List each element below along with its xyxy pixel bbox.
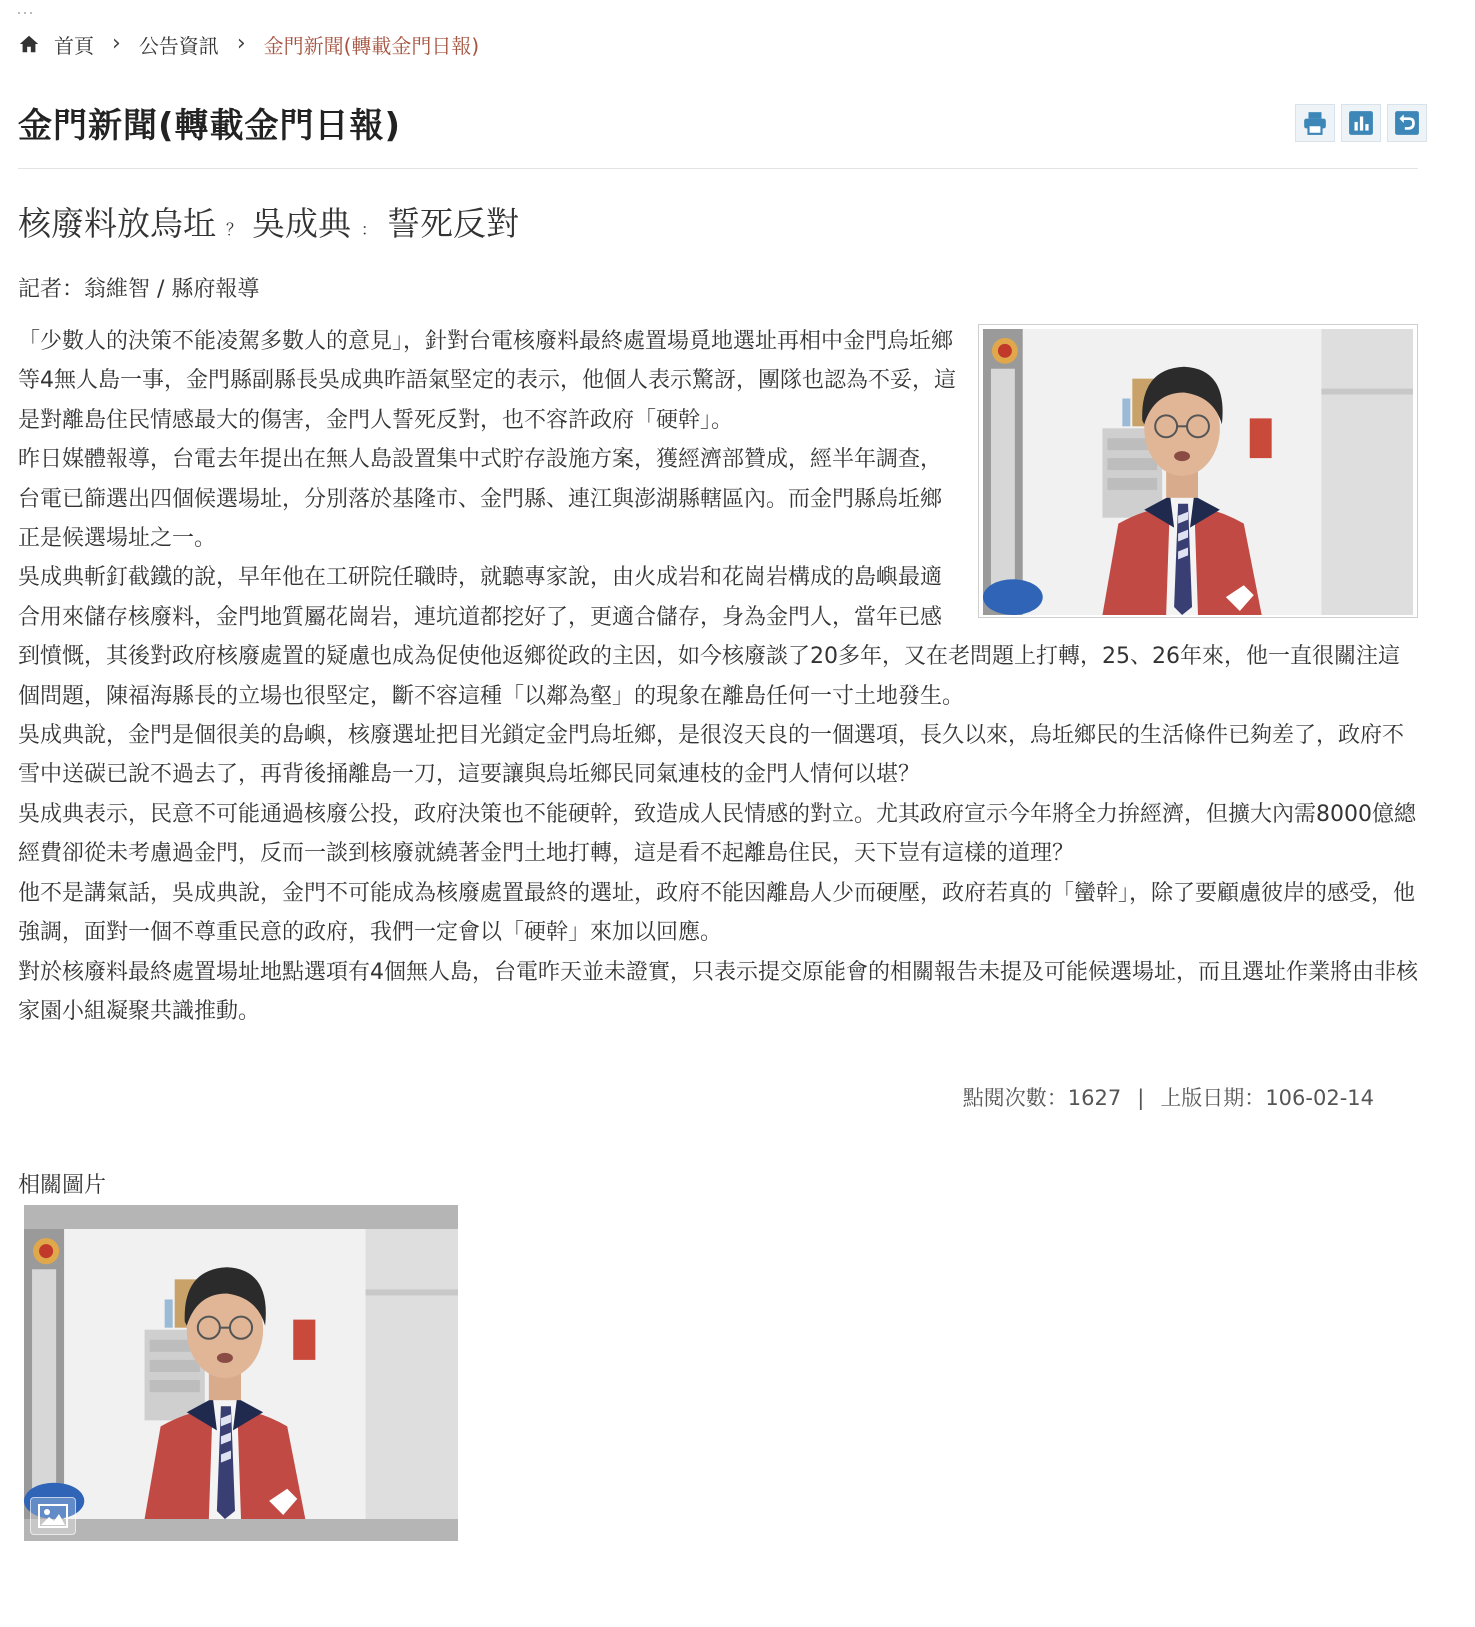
article-paragraph: 昨日媒體報導，台電去年提出在無人島設置集中式貯存設施方案，獲經濟部贊成，經半年調查，台電已篩選出四個候選場址，分別落於基隆市、金門縣、連江與澎湖縣轄區內。而金門縣烏坵鄉正是候選場址之一。 xyxy=(18,447,943,552)
views-label: 點閱次數： xyxy=(962,1086,1068,1110)
reporter-byline: 記者：翁維智 / 縣府報導 xyxy=(18,277,260,302)
meta-separator: | xyxy=(1137,1086,1145,1110)
gallery-icon xyxy=(38,1504,68,1528)
article-title-punct: ： xyxy=(361,220,378,239)
article-title-punct: ？ xyxy=(226,220,243,239)
back-button[interactable] xyxy=(1387,104,1427,142)
article-photo[interactable] xyxy=(978,324,1418,618)
print-button[interactable] xyxy=(1295,104,1335,142)
back-arrow-icon xyxy=(1394,110,1420,136)
stats-button[interactable] xyxy=(1341,104,1381,142)
breadcrumb-separator: › xyxy=(236,31,246,56)
print-icon xyxy=(1302,110,1328,136)
article-title xyxy=(18,198,519,245)
date-label: 上版日期： xyxy=(1160,1086,1266,1110)
article-body xyxy=(18,322,1418,1031)
toolbar xyxy=(1295,104,1427,142)
page-title: 金門新聞(轉載金門日報) xyxy=(18,106,402,146)
article-paragraph: 吳成典表示，民意不可能通過核廢公投，政府決策也不能硬幹，致造成人民情感的對立。尤其政府宣示今年將全力拚經濟，但擴大內需8000億總經費卻從未考慮過金門，反而一談到核廢就繞著金門土地打轉，這是看不起離島住民，天下豈有這樣的道理？ xyxy=(18,801,1416,867)
article-paragraph: 吳成典斬釘截鐵的說，早年他在工研院任職時，就聽專家說，由火成岩和花崗岩構成的島嶼最適合用來儲存核廢料，金門地質屬花崗岩，連坑道都挖好了，更適合儲存，身為金門人，當年已感到憤慨，其後對政府核廢處置的疑慮也成為促使他返鄉從政的主因，如今核廢談了20多年，又在老問題上打轉，25、26年來，他一直很關注這個問題，陳福海縣長的立場也很堅定，斷不容這種「以鄰為壑」的現象在離島任何一寸土地發生。 xyxy=(18,565,1400,709)
home-icon[interactable] xyxy=(18,33,40,55)
breadcrumb-separator: › xyxy=(112,31,121,56)
divider xyxy=(18,168,1418,169)
breadcrumb-home[interactable]: 首頁 xyxy=(54,33,94,58)
article-paragraph: 「少數人的決策不能凌駕多數人的意見」，針對台電核廢料最終處置場覓地選址再相中金門烏坵鄉等4無人島一事，金門縣副縣長吳成典昨語氣堅定的表示，他個人表示驚訝，團隊也認為不妥，這是對離島住民情感最大的傷害，金門人誓死反對，也不容許政府「硬幹」。 xyxy=(18,329,957,433)
bar-chart-icon xyxy=(1348,110,1374,136)
related-images-title: 相關圖片 xyxy=(18,1173,107,1198)
breadcrumb xyxy=(18,26,479,62)
gallery-button[interactable] xyxy=(30,1497,76,1535)
article-paragraph: 他不是講氣話，吳成典說，金門不可能成為核廢處置最終的選址，政府不能因離島人少而硬壓，政府若真的「蠻幹」，除了要顧慮彼岸的感受，他強調，面對一個不尊重民意的政府，我們一定會以「硬幹」來加以回應。 xyxy=(18,880,1416,946)
breadcrumb-current[interactable]: 金門新聞(轉載金門日報) xyxy=(263,33,480,58)
related-image[interactable] xyxy=(24,1205,458,1541)
article-meta xyxy=(963,1082,1374,1112)
article-title-part: 核廢料放烏坵 xyxy=(18,204,216,243)
article-title-part: 誓死反對 xyxy=(387,204,520,243)
publish-date: 106-02-14 xyxy=(1265,1086,1374,1110)
article-title-part: 吳成典 xyxy=(252,204,352,243)
views-count: 1627 xyxy=(1067,1086,1122,1110)
breadcrumb-announcements[interactable]: 公告資訊 xyxy=(138,33,219,58)
article-paragraph: 吳成典說，金門是個很美的島嶼，核廢選址把目光鎖定金門烏坵鄉，是很沒天良的一個選項，長久以來，烏坵鄉民的生活條件已夠差了，政府不雪中送碳已說不過去了，再背後捅離島一刀，這要讓與烏坵鄉民同氣連枝的金門人情何以堪？ xyxy=(18,723,1405,788)
menu-dots-icon[interactable] xyxy=(18,12,36,22)
article-paragraph: 對於核廢料最終處置場址地點選項有4個無人島，台電昨天並未證實，只表示提交原能會的相關報告未提及可能候選場址，而且選址作業將由非核家園小組凝聚共識推動。 xyxy=(18,959,1419,1024)
